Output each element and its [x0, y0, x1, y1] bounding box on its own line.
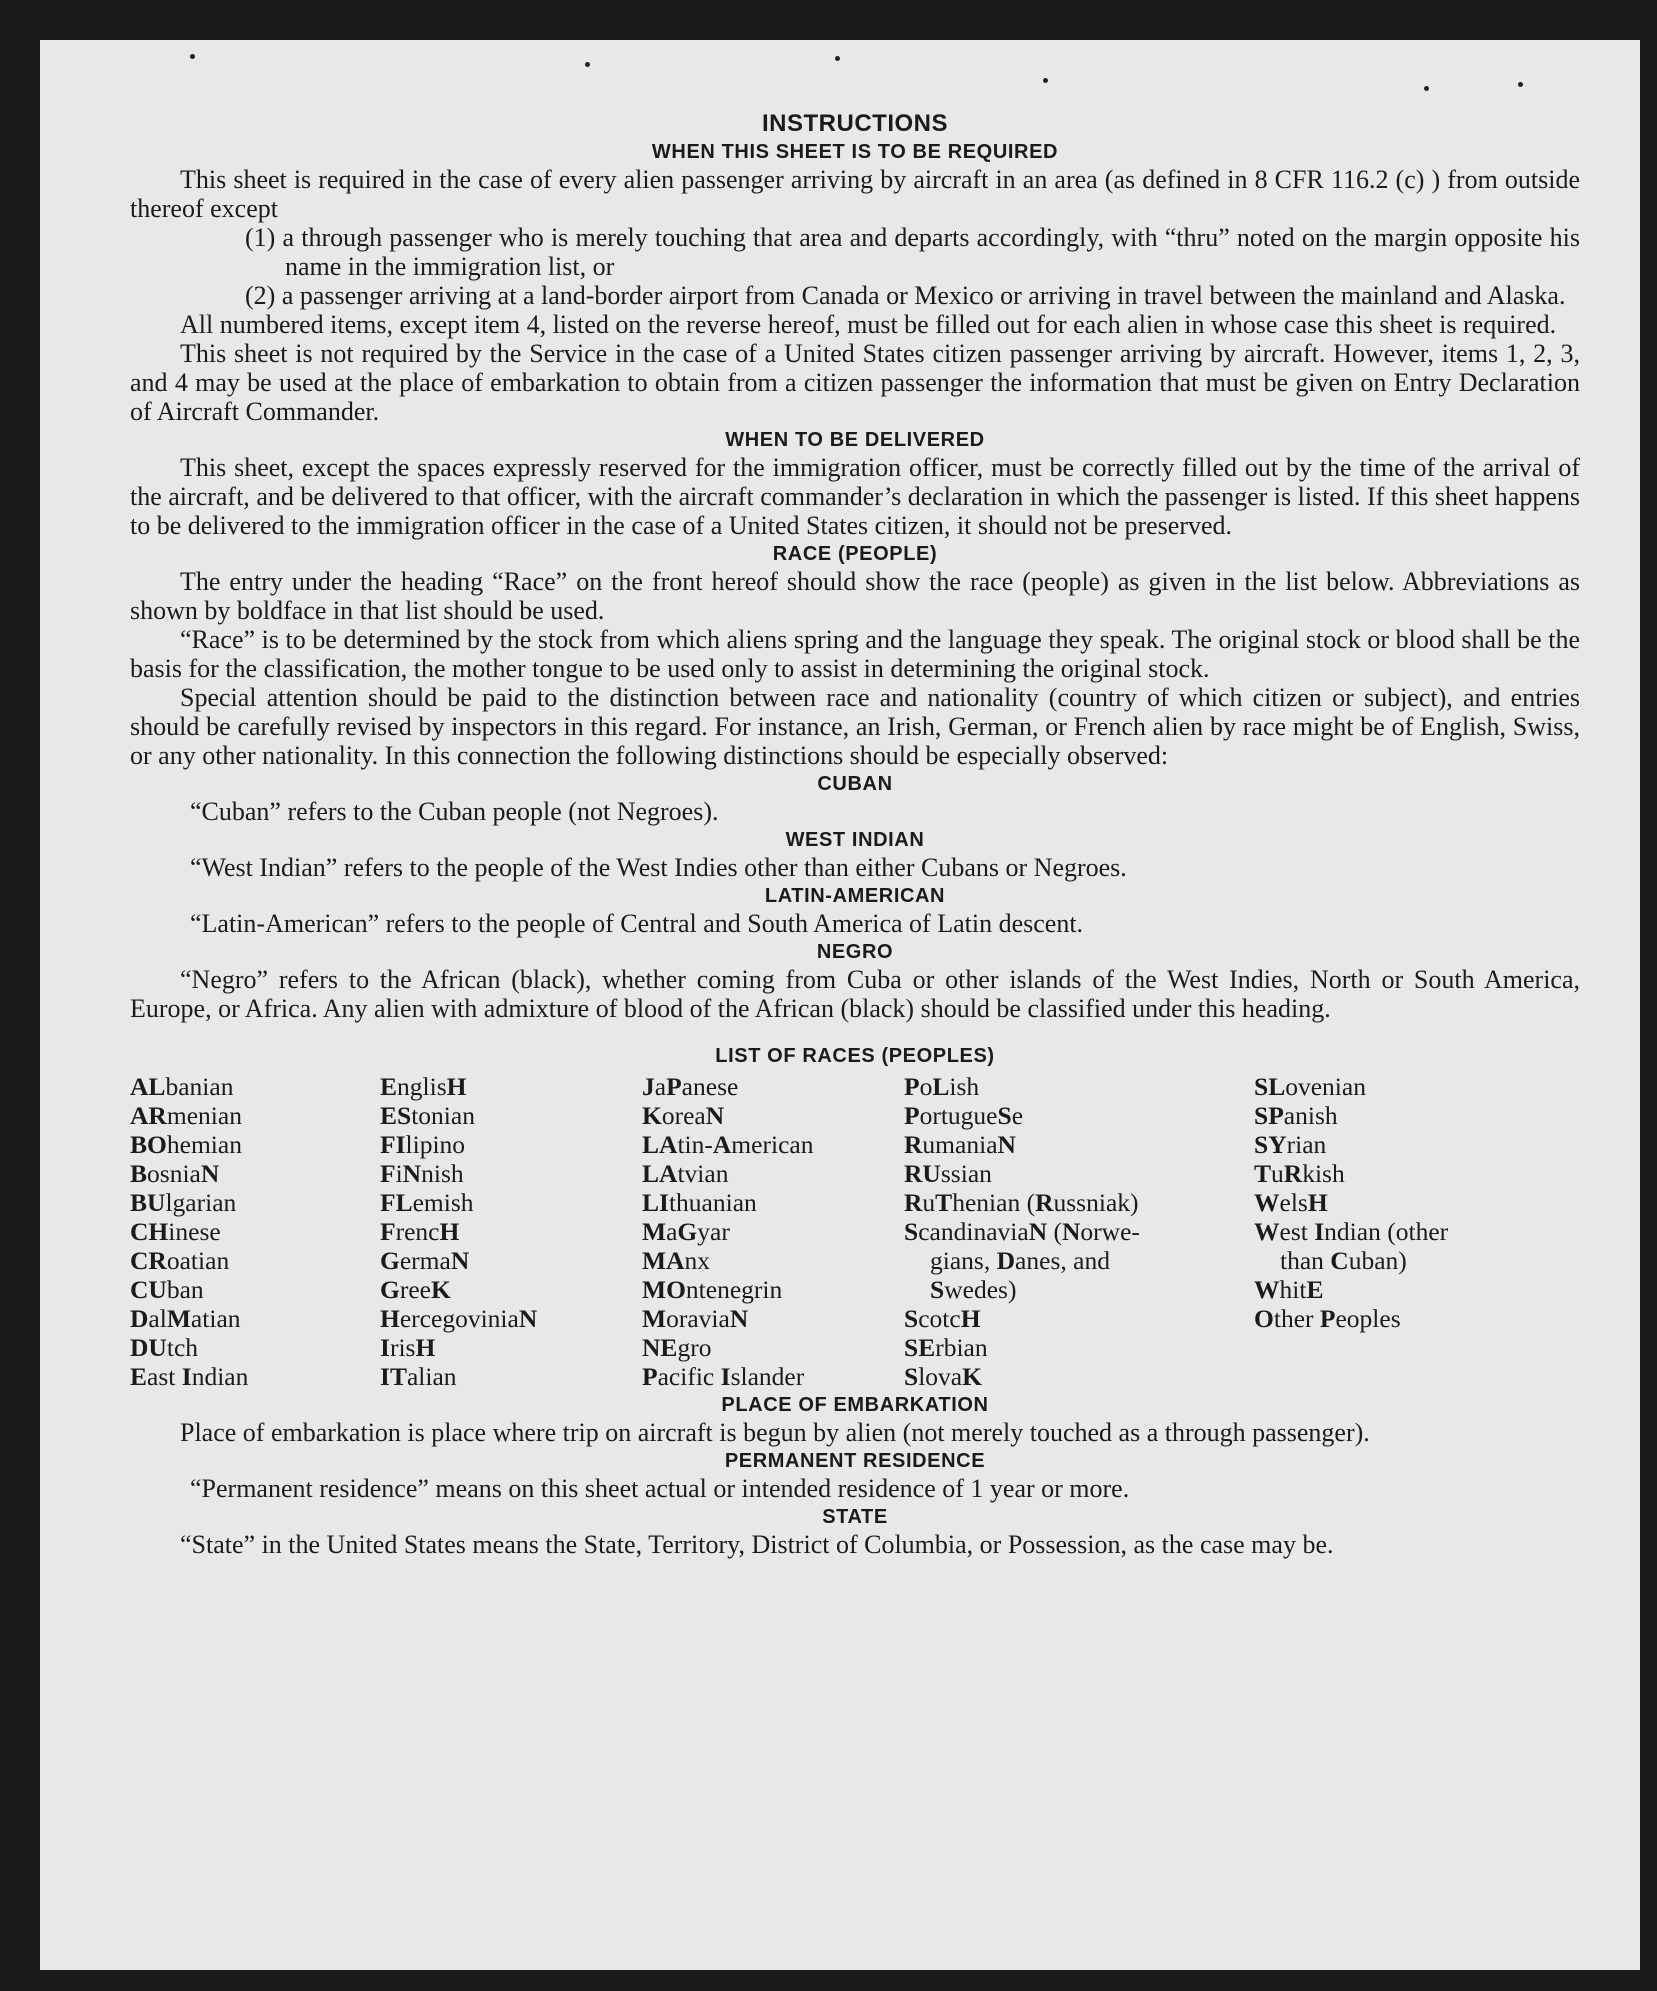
section-heading-state: STATE — [822, 1506, 888, 1528]
races-column — [642, 1072, 904, 1391]
race-item: Other Peoples — [1254, 1304, 1401, 1333]
document-page — [40, 40, 1640, 1970]
race-item: GreeK — [380, 1275, 451, 1304]
race-item: FrencH — [380, 1217, 460, 1246]
race-item: GermaN — [380, 1246, 470, 1275]
race-item: SPanish — [1254, 1101, 1338, 1130]
race-item: ARmenian — [130, 1101, 242, 1130]
race-item: CUban — [130, 1275, 204, 1304]
paragraph: All numbered items, except item 4, listed on the reverse hereof, must be filled out for each alien in whose case this sheet is required. — [180, 310, 1557, 339]
section-heading-permanent-residence: PERMANENT RESIDENCE — [724, 1450, 986, 1472]
section-heading-negro: NEGRO — [816, 941, 894, 963]
race-item: Pacific Islander — [642, 1362, 805, 1391]
race-item-continued: than Cuban) — [1280, 1246, 1407, 1275]
speck-mark — [1518, 82, 1523, 87]
speck-mark — [1043, 78, 1048, 83]
section-heading-latin-american: LATIN-AMERICAN — [764, 885, 946, 907]
race-item: ScotcH — [904, 1304, 981, 1333]
paragraph: This sheet is required in the case of every alien passenger arriving by aircraft in an area (as defined in 8 CFR 116.2 (c) ) from outside thereof except — [130, 165, 1580, 223]
race-item: PortugueSe — [904, 1101, 1024, 1130]
race-item: ScandinaviaN (Norwe- — [904, 1217, 1140, 1246]
race-item-continued: gians, Danes, and — [930, 1246, 1110, 1275]
speck-mark — [190, 54, 195, 59]
races-column — [1254, 1072, 1524, 1391]
race-item: NEgro — [642, 1333, 712, 1362]
paragraph: “State” in the United States means the State, Territory, District of Columbia, or Possession, as the case may be. — [180, 1530, 1334, 1559]
paragraph: “Cuban” refers to the Cuban people (not Negroes). — [190, 797, 719, 826]
race-item: KoreaN — [642, 1101, 725, 1130]
race-item: DalMatian — [130, 1304, 241, 1333]
page-title: INSTRUCTIONS — [762, 110, 948, 137]
races-column — [130, 1072, 380, 1391]
speck-mark — [1424, 86, 1429, 91]
race-item: LIthuanian — [642, 1188, 757, 1217]
race-item-continued: Swedes) — [930, 1275, 1017, 1304]
race-item: FiNnish — [380, 1159, 464, 1188]
race-item: RumaniaN — [904, 1130, 1016, 1159]
race-item: BUlgarian — [130, 1188, 237, 1217]
list-item: (2) a passenger arriving at a land-border airport from Canada or Mexico or arriving in travel between the mainland and Alaska. — [245, 281, 1566, 310]
paragraph: “Race” is to be determined by the stock from which aliens spring and the language they speak. The original stock or blood shall be the basis for the classification, the mother tongue to be used only to assist in determining the original stock. — [130, 625, 1580, 683]
paragraph: This sheet is not required by the Service in the case of a United States citizen passenger arriving by aircraft. However, items 1, 2, 3, and 4 may be used at the place of embarkation to obtain from a citizen passenger the information that must be given on Entry Declaration of Aircraft Commander. — [130, 339, 1580, 426]
paragraph: The entry under the heading “Race” on the front hereof should show the race (people) as given in the list below. Abbreviations as shown by boldface in that list should be used. — [130, 567, 1580, 625]
paragraph: “Latin-American” refers to the people of Central and South America of Latin descent. — [190, 909, 1084, 938]
race-item: PoLish — [904, 1072, 980, 1101]
races-list — [130, 1072, 1580, 1391]
race-item: SYrian — [1254, 1130, 1327, 1159]
race-item: SlovaK — [904, 1362, 982, 1391]
race-item: West Indian (other — [1254, 1217, 1449, 1246]
race-item: SErbian — [904, 1333, 988, 1362]
section-heading-when-required: WHEN THIS SHEET IS TO BE REQUIRED — [651, 141, 1059, 163]
speck-mark — [585, 62, 590, 67]
race-item: MoraviaN — [642, 1304, 749, 1333]
speck-mark — [835, 56, 840, 61]
section-heading-cuban: CUBAN — [817, 773, 893, 795]
paragraph: Place of embarkation is place where trip on aircraft is begun by alien (not merely touched as a through passenger). — [180, 1418, 1370, 1447]
paragraph: “Negro” refers to the African (black), whether coming from Cuba or other islands of the West Indies, North or South America, Europe, or Africa. Any alien with admixture of blood of the African (black) should be classified under this heading. — [130, 965, 1580, 1023]
race-item: TuRkish — [1254, 1159, 1345, 1188]
race-item: LAtvian — [642, 1159, 729, 1188]
race-item: MOntenegrin — [642, 1275, 783, 1304]
section-heading-embarkation: PLACE OF EMBARKATION — [721, 1394, 989, 1416]
race-item: BOhemian — [130, 1130, 242, 1159]
paragraph: “Permanent residence” means on this sheet actual or intended residence of 1 year or more. — [190, 1474, 1130, 1503]
race-item: LAtin-American — [642, 1130, 814, 1159]
race-item: CRoatian — [130, 1246, 230, 1275]
race-item: EStonian — [380, 1101, 475, 1130]
race-item: HercegoviniaN — [380, 1304, 538, 1333]
race-item: DUtch — [130, 1333, 199, 1362]
races-column — [904, 1072, 1254, 1391]
list-item: (1) a through passenger who is merely touching that area and departs accordingly, with “thru” noted on the margin opposite his name in the immigration list, or — [245, 223, 1580, 281]
race-item: RuThenian (Russniak) — [904, 1188, 1139, 1217]
races-column — [380, 1072, 642, 1391]
race-item: WelsH — [1254, 1188, 1328, 1217]
race-item: FLemish — [380, 1188, 474, 1217]
section-heading-when-delivered: WHEN TO BE DELIVERED — [725, 429, 985, 451]
paragraph: “West Indian” refers to the people of the West Indies other than either Cubans or Negroes. — [190, 853, 1127, 882]
race-item: East Indian — [130, 1362, 249, 1391]
race-item: JaPanese — [642, 1072, 739, 1101]
race-item: WhitE — [1254, 1275, 1324, 1304]
paragraph: This sheet, except the spaces expressly reserved for the immigration officer, must be correctly filled out by the time of the arrival of the aircraft, and be delivered to that officer, with the aircraft commander’s declaration in which the passenger is listed. If this sheet happens to be delivered to the immigration officer in the case of a United States citizen, it should not be preserved. — [130, 453, 1580, 540]
race-item: ITalian — [380, 1362, 457, 1391]
race-item: MaGyar — [642, 1217, 730, 1246]
race-item: ALbanian — [130, 1072, 234, 1101]
race-item: SLovenian — [1254, 1072, 1366, 1101]
section-heading-list-of-races: LIST OF RACES (PEOPLES) — [715, 1045, 995, 1067]
section-heading-west-indian: WEST INDIAN — [785, 829, 925, 851]
paragraph: Special attention should be paid to the distinction between race and nationality (country of which citizen or subject), and entries should be carefully revised by inspectors in this regard. For instance, an Irish, German, or French alien by race might be of English, Swiss, or any other nationality. In this connection the following distinctions should be especially observed: — [130, 683, 1580, 770]
race-item: IrisH — [380, 1333, 436, 1362]
race-item: RUssian — [904, 1159, 992, 1188]
race-item: CHinese — [130, 1217, 221, 1246]
race-item: BosniaN — [130, 1159, 220, 1188]
race-item: EnglisH — [380, 1072, 467, 1101]
section-heading-race: RACE (PEOPLE) — [772, 543, 938, 565]
race-item: MAnx — [642, 1246, 710, 1275]
race-item: FIlipino — [380, 1130, 466, 1159]
